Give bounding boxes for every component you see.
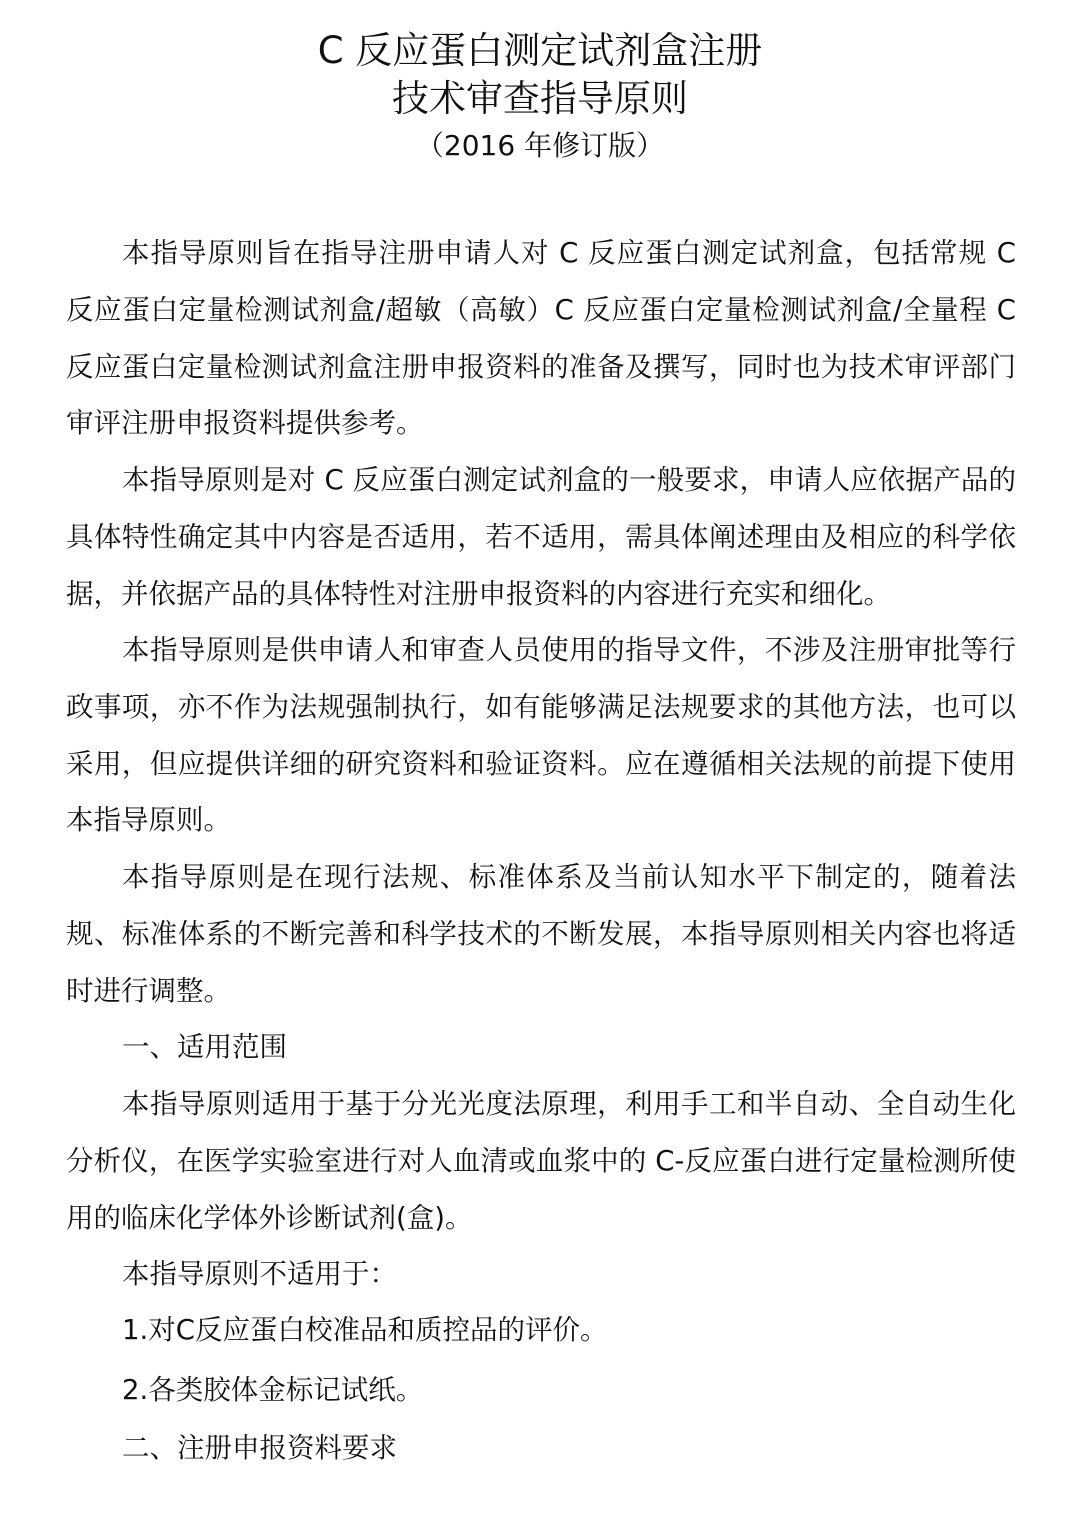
list-item-2: 2.各类胶体金标记试纸。 [122,1374,424,1406]
paragraph-revision-note: 本指导原则是在现行法规、标准体系及当前认知水平下制定的，随着法规、标准体系的不断完善和科学技术的不断发展，本指导原则相关内容也将适时进行调整。 [66,861,1016,1007]
document-subtitle: （2016 年修订版） [415,129,665,162]
paragraph-general-requirements: 本指导原则是对 C 反应蛋白测定试剂盒的一般要求，申请人应依据产品的具体特性确定其中内容是否适用，若不适用，需具体阐述理由及相应的科学依据，并依据产品的具体特性对注册申报资料的内容进行充实和细化。 [66,464,1016,610]
paragraph-purpose: 本指导原则旨在指导注册申请人对 C 反应蛋白测定试剂盒，包括常规 C 反应蛋白定量检测试剂盒/超敏（高敏）C 反应蛋白定量检测试剂盒/全量程 C 反应蛋白定量检测试剂盒注册申报资料的准备及撰写，同时也为技术审评部门审评注册申报资料提供参考。 [66,237,1016,440]
document-title-line1: C 反应蛋白测定试剂盒注册 [317,29,763,72]
section-heading-scope: 一、适用范围 [122,1031,287,1063]
paragraph-scope: 本指导原则适用于基于分光光度法原理，利用手工和半自动、全自动生化分析仪，在医学实验室进行对人血清或血浆中的 C-反应蛋白进行定量检测所使用的临床化学体外诊断试剂(盒)。 [66,1088,1016,1234]
section-heading-submission: 二、注册申报资料要求 [122,1432,397,1464]
paragraph-not-applicable: 本指导原则不适用于： [122,1258,397,1290]
document-title-line2: 技术审查指导原则 [392,77,688,120]
paragraph-usage: 本指导原则是供申请人和审查人员使用的指导文件，不涉及注册审批等行政事项，亦不作为法规强制执行，如有能够满足法规要求的其他方法，也可以采用，但应提供详细的研究资料和验证资料。应在遵循相关法规的前提下使用本指导原则。 [66,634,1016,837]
list-item-1: 1.对C反应蛋白校准品和质控品的评价。 [122,1314,608,1346]
